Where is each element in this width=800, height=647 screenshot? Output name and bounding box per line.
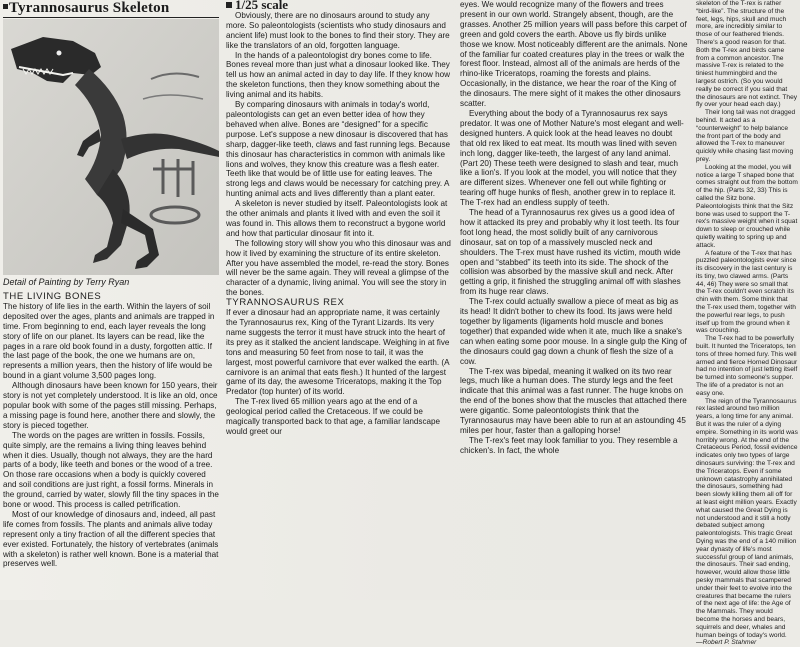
- tyrannosaurus-painting-icon: [3, 19, 219, 275]
- paragraph: The following story will show you who this dinosaur was and how it lived by examining the structure of its entire skeleton. After you have assembled the model, re-read the story. Bones will never be the same again. They will reveal a glimpse of the character of a dynamic, living animal. You will see the story in the bones.: [226, 238, 451, 298]
- column-1: [3, 292, 219, 600]
- author-signature: —Robert P. Stahmer: [696, 639, 757, 647]
- paragraph: By comparing dinosaurs with animals in today's world, paleontologists can get an even better idea of how they behaved when alive. Bones are “designed” for a specific purpose. Let's suppose a new dinosaur is discovered that has sharp, dagger-like teeth, claws and fast running legs. Because this dinosaur has characteristics in common with animals like lions and wolves, they know this creature was a flesh eater. Teeth like that would be of little use for eating leaves. The strong legs and claws would be necessary for catching prey. A hunting animal acts and lives differently than a plant eater.: [226, 100, 451, 199]
- paragraph: If ever a dinosaur had an appropriate name, it was certainly the Tyrannosaurus rex, King of the Tyrant Lizards. Its very name suggests the terror it must have struck into the heart of its prey as it stalked the ancient landscape. Weighing in at five tons and measuring 50 feet from nose to tail, it was the largest, most powerful carnivore that ever walked the earth. (A carnivore is an animal that eats flesh.) It hunted of the largest game of its day, the awesome Triceratops, making it the Top Predator (top hunter) of its world.: [226, 308, 450, 397]
- paragraph: The history of life lies in the earth. Within the layers of soil deposited over the ages, plants and animals are trapped in time. From beginning to end, each layer reveals the long story of life on our planet. Its layers can be read, like the pages in a rare old book found in a dusty, forgotten attic. If the last page of the book, the one we humans are on, represents a million years, then the history of life would be bound in a giant volume 3,500 pages long.: [3, 301, 215, 381]
- paragraph: Looking at the model, you will notice a large T shaped bone that comes straight out from the bottom of the hip. (Parts 32, 33) This is called the Sitz bone. Paleontologists think that the Sitz bone was used to support the T-rex's massive weight when it squat down to sleep or crouched while quietly waiting to spring up and attack.: [696, 163, 798, 249]
- column-3: [460, 0, 688, 600]
- paragraph: A skeleton is never studied by itself. Paleontologists look at the other animals and plants it lived with and even the soil it was found in. This allows them to reconstruct a bygone world and how that particular dinosaur fit into it.: [226, 199, 448, 238]
- paragraph: Most of our knowledge of dinosaurs and, indeed, all past life comes from fossils. The plants and animals alive today represent only a tiny fraction of all the different species that ever existed. Fortunately, the history of vertebrates (animals with a skeleton) is rather well known. Bone is a material that preserves well.: [3, 509, 219, 569]
- paragraph: Everything about the body of a Tyrannosaurus rex says predator. It was one of Mother Nature's most elegant and well-designed hunters. A quick look at the head leaves no doubt that old rex liked to eat meat. Its mouth was lined with seven inch long, dagger like-teeth, the largest of any land animal. (Part 20) These teeth were designed to slash and tear, much like a lion's. If you look at the model, you will notice that they are different sizes. Whenever one fell out while fighting or tearing off huge hunks of flesh, another grew in to replace it. The T-rex had an endless supply of teeth.: [460, 108, 684, 208]
- paragraph: eyes. We would recognize many of the flowers and trees present in our own world. Strangely absent, though, are the grasses. Another 25 million years will pass before this carpet of green and gold covers the earth. Above us fly birds unlike those we know. Most noticeably different are the animals. None of the familiar fur coated creatures play in the trees or walk the forest floor. Instead, almost all of the animals are herds of the rhino-like Triceratops, roaming the forests and plains. Occasionally, in the distance, we hear the roar of the King of the dinosaurs. The mere sight of it makes the other dinosaurs scatter.: [460, 0, 688, 109]
- paragraph: The head of a Tyrannosaurus rex gives us a good idea of how it attacked its prey and probably why it lost teeth. Its four foot long head, the most solidly built of any carnivorous dinosaur, sat on top of a massively muscled neck and shoulders. The T-rex must have rushed its victim, mouth wide open and “stabbed” its teeth into its side. The shock of the collision was absorbed by the massive skull and neck. After getting a grip, it finished the struggling animal off with slashes from its huge rear claws.: [460, 208, 681, 297]
- paragraph: Obviously, there are no dinosaurs around to study any more. So paleontologists (scientists who study dinosaurs and ancient life) must look to the bones to find their story. They are like the translators of an old, forgotten language.: [226, 10, 450, 50]
- image-caption: Detail of Painting by Terry Ryan: [3, 277, 130, 287]
- paragraph: The T-rex lived 65 million years ago at the end of a geological period called the Cretaceous. If we could be magically transported back to that age, a familiar landscape would greet our: [226, 397, 441, 436]
- scale-label: [226, 0, 452, 10]
- section-heading-trex: TYRANNOSAURUS REX: [226, 297, 345, 309]
- column-2: [226, 0, 452, 600]
- paragraph: A feature of the T-rex that has puzzled paleontologists ever since its discovery in the last century is its tiny, two clawed arms. (Parts 44, 46) They were so small that the T-rex couldn't even scratch its chin with them. Some think that the T-rex used them, together with the powerful rear legs, to push itself up from the ground when it was crouching.: [696, 249, 797, 335]
- paragraph: skeleton of the T-rex is rather “bird-like”. The structure of the feet, legs, hips, skull and much more, are incredibly similar to those of our feathered friends. There's a good reason for that. Both the T-rex and birds came from a common ancestor. The massive T-rex is related to the tiniest hummingbird and the largest ostrich. (So you would really be correct if you said that the dinosaurs are not extinct. They fly over your head each day.): [696, 0, 798, 109]
- column-4: [696, 0, 798, 647]
- paragraph: The reign of the Tyrannosaurus rex lasted around two million years, a long time for any animal. But it was the ruler of a dying empire. Something in its world was horribly wrong. At the end of the Cretaceous Period, fossil evidence indicates only two types of large dinosaurs surviving: the T-rex and the Triceratops. Even if some unknown catastrophy annihilated the dinosaurs, something had been slowly killing them all off for at least eight million years. Exactly what caused the Great Dying is not understood and it still a hotly debated subject among paleontologists. This tragic Great Dying was the end of a 140 million year dynasty of life's most successful group of land animals, the dinosaurs. Their sad ending, however, would allow those little pesky mammals that scampered under their feet to evolve into the creatures that became the rulers of the next age of life: the Age of the Mammals. They would become the horses and bears, squirrels and deer, whales and human beings of today's world.: [696, 397, 798, 639]
- paragraph: Although dinosaurs have been known for 150 years, their story is not yet completely understood. It is like an old, once popular book with some of the pages still missing. Perhaps, a missing page is found here, another there and slowly, the story is pieced together.: [3, 381, 218, 430]
- title-bullet-icon: [3, 4, 8, 9]
- title-bar: [3, 0, 219, 18]
- paragraph: The T-rex was bipedal, meaning it walked on its two rear legs, much like a human does. The sturdy legs and the feet indicate that this animal was a fast runner. The huge knobs on the end of the bones show that the muscles that attached there were gigantic. Some paleontologists think that the Tyrannosaurus may have been able to run at an astounding 45 miles per hour, faster than a galloping horse!: [460, 366, 687, 435]
- paragraph: The T-rex had to be powerfully built. It hunted the Triceratops, ten tons of three horned fury. This well armed and fierce Horned Dinosaur had no intention of just letting itself be turned into someone's supper. The life of a predator is not an easy one.: [696, 335, 798, 397]
- paragraph: In the hands of a paleontologist dry bones come to life. Bones reveal more than just what a dinosaur looked like. They tell us how an animal acted in day to day life. If they know how the skeleton functions, then they know something about the living animal and its habits.: [226, 50, 451, 100]
- section-heading-living-bones: THE LIVING BONES: [3, 291, 102, 302]
- dinosaur-illustration: [3, 19, 219, 275]
- paragraph: The words on the pages are written in fossils. Fossils, quite simply, are the remains a living thing leaves behind when it dies. Usually, though not always, they are the hard parts of a body, like teeth and bones or the wood of a tree. On those rare occasions when a body is quickly covered and soil conditions are just right, a fossil forms. Minerals in the ground, carried by water, slowly fill the tiny spaces in the bone or wood. This process is called petrification.: [3, 430, 219, 510]
- paragraph: Their long tail was not dragged behind. It acted as a “counterweight” to help balance the front part of the body and allowed the T-rex to maneuver quickly while chasing fast moving prey.: [696, 109, 796, 163]
- scale-text: 1/25 scale: [235, 0, 289, 12]
- paragraph: The T-rex could actually swallow a piece of meat as big as its head! It didn't bother to chew its food. Its jaws were held together by ligaments (ligaments hold muscle and bones together) that expanded wide when it ate, much like a snake's can when eating some poor mouse. In a single gulp the King of the dinosaurs could gag down a chunk of flesh the size of a cow.: [460, 297, 687, 366]
- page-title: Tyrannosaurus Skeleton: [9, 0, 170, 16]
- scale-bullet-icon: [226, 2, 232, 8]
- paragraph: The T-rex's feet may look familiar to you. They resemble a chicken's. In fact, the whole: [460, 435, 678, 455]
